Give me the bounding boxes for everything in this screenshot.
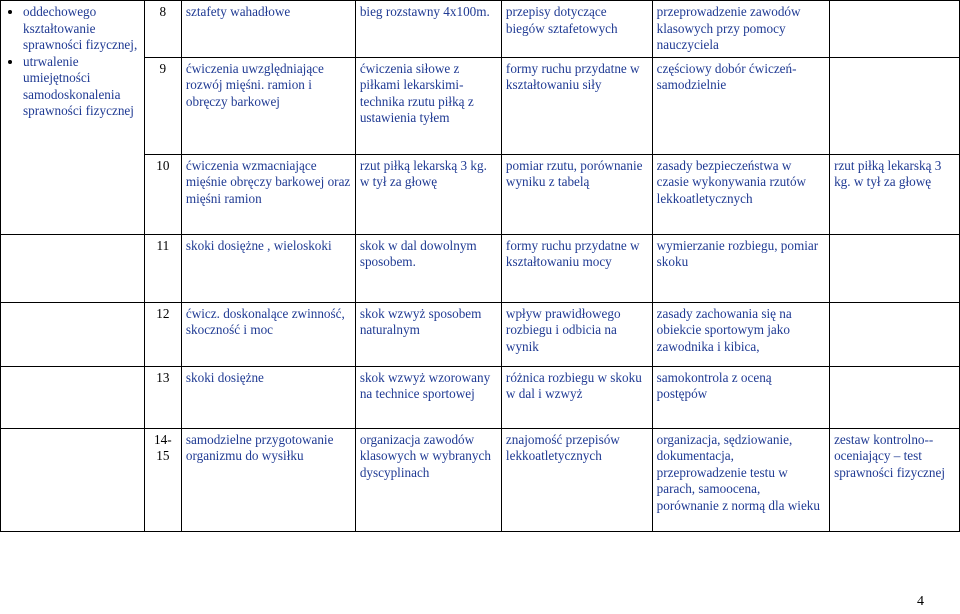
task-cell: ćwiczenia wzmacniające mięśnie obręczy barkowej oraz mięśni ramion <box>181 154 355 234</box>
table-row <box>1 428 960 531</box>
row-number: 11 <box>144 234 181 302</box>
skills-cell: wymierzanie rozbiegu, pomiar skoku <box>652 234 829 302</box>
knowledge-cell: formy ruchu przydatne w kształtowaniu siły <box>501 57 652 154</box>
form-cell: skok w dal dowolnym sposobem. <box>355 234 501 302</box>
skills-cell: organizacja, sędziowanie, dokumentacja, przeprowadzenie testu w parach, samoocena, porównanie z normą dla wieku <box>652 428 829 531</box>
skills-cell: przeprowadzenie zawodów klasowych przy pomocy nauczyciela <box>652 1 829 58</box>
row-number: 10 <box>144 154 181 234</box>
test-cell <box>830 57 960 154</box>
skills-cell: zasady bezpieczeństwa w czasie wykonywania rzutów lekkoatletycznych <box>652 154 829 234</box>
skills-cell: zasady zachowania się na obiekcie sportowym jako zawodnika i kibica, <box>652 302 829 366</box>
task-cell: ćwicz. doskonalące zwinność, skoczność i moc <box>181 302 355 366</box>
row-number: 14-15 <box>144 428 181 531</box>
goal-item: • oddechowego kształtowanie sprawności fizycznej, <box>23 4 140 54</box>
test-cell: zestaw kontrolno--oceniający – test sprawności fizycznej <box>830 428 960 531</box>
skills-cell: samokontrola z oceną postępów <box>652 366 829 428</box>
test-cell <box>830 366 960 428</box>
form-cell: skok wzwyż wzorowany na technice sportowej <box>355 366 501 428</box>
form-cell: ćwiczenia siłowe z piłkami lekarskimi-technika rzutu piłką z ustawienia tyłem <box>355 57 501 154</box>
goal-empty-cell <box>1 366 145 428</box>
knowledge-cell: znajomość przepisów lekkoatletycznych <box>501 428 652 531</box>
test-cell: rzut piłką lekarską 3 kg. w tył za głowę <box>830 154 960 234</box>
goal-item: • utrwalenie umiejętności samodoskonalenia sprawności fizycznej <box>23 54 140 120</box>
task-cell: sztafety wahadłowe <box>181 1 355 58</box>
goals-cell <box>1 1 145 235</box>
task-cell: skoki dosiężne <box>181 366 355 428</box>
knowledge-cell: przepisy dotyczące biegów sztafetowych <box>501 1 652 58</box>
test-cell <box>830 302 960 366</box>
knowledge-cell: pomiar rzutu, porównanie wyniku z tabelą <box>501 154 652 234</box>
table-row <box>1 1 960 58</box>
knowledge-cell: wpływ prawidłowego rozbiegu i odbicia na wynik <box>501 302 652 366</box>
goal-empty-cell <box>1 234 145 302</box>
goal-empty-cell <box>1 302 145 366</box>
form-cell: bieg rozstawny 4x100m. <box>355 1 501 58</box>
table-row <box>1 57 960 154</box>
row-number: 12 <box>144 302 181 366</box>
knowledge-cell: formy ruchu przydatne w kształtowaniu mocy <box>501 234 652 302</box>
page-number: 4 <box>917 594 924 609</box>
task-cell: samodzielne przygotowanie organizmu do wysiłku <box>181 428 355 531</box>
knowledge-cell: różnica rozbiegu w skoku w dal i wzwyż <box>501 366 652 428</box>
form-cell: organizacja zawodów klasowych w wybranych dyscyplinach <box>355 428 501 531</box>
table-row <box>1 366 960 428</box>
row-number: 9 <box>144 57 181 154</box>
row-number: 13 <box>144 366 181 428</box>
goal-empty-cell <box>1 428 145 531</box>
form-cell: skok wzwyż sposobem naturalnym <box>355 302 501 366</box>
table-row <box>1 154 960 234</box>
skills-cell: częściowy dobór ćwiczeń-samodzielnie <box>652 57 829 154</box>
form-cell: rzut piłką lekarską 3 kg. w tył za głowę <box>355 154 501 234</box>
table-row <box>1 234 960 302</box>
goals-list <box>3 4 140 120</box>
test-cell <box>830 234 960 302</box>
task-cell: ćwiczenia uwzględniające rozwój mięśni. ramion i obręczy barkowej <box>181 57 355 154</box>
row-number: 8 <box>144 1 181 58</box>
task-cell: skoki dosiężne , wieloskoki <box>181 234 355 302</box>
table-row <box>1 302 960 366</box>
test-cell <box>830 1 960 58</box>
